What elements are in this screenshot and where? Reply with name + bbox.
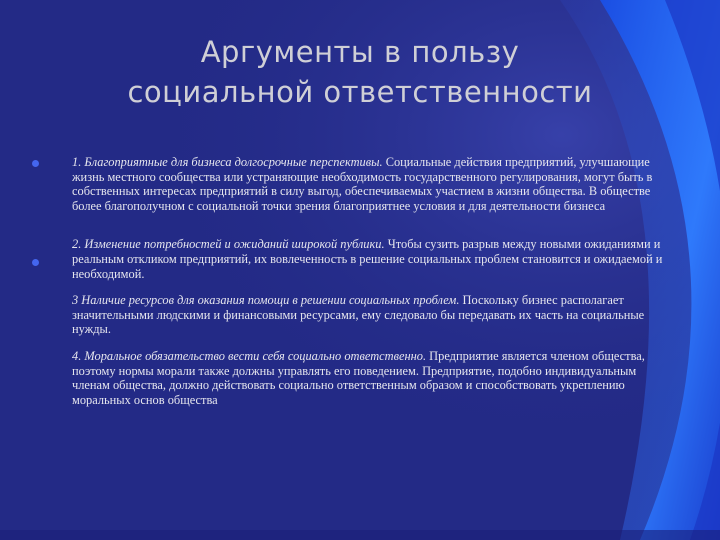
paragraph-lead: 3 Наличие ресурсов для оказания помощи в решении социальных проблем. bbox=[72, 293, 460, 308]
title-line-2: социальной ответственности bbox=[127, 75, 593, 109]
slide-title bbox=[0, 32, 720, 112]
paragraph-3 bbox=[72, 293, 672, 337]
paragraph-text: Предприятие является членом общества, поэтому нормы морали также должны управлять его поведением. Предприятие, подобно индивидуальным членам общества, должно действовать социально ответственным образом и способствовать укреплению моральных основ общества bbox=[72, 348, 645, 407]
paragraph-lead: 4. Моральное обязательство вести себя социально ответственно. bbox=[72, 348, 427, 363]
title-line-1: Аргументы в пользу bbox=[200, 35, 520, 69]
paragraph-2 bbox=[72, 237, 672, 281]
paragraph-lead: 2. Изменение потребностей и ожиданий широкой публики. bbox=[72, 237, 385, 252]
slide-body bbox=[72, 155, 672, 407]
paragraph-1 bbox=[72, 155, 672, 213]
paragraph-text: Социальные действия предприятий, улучшающие жизнь местного сообщества или устраняющие необходимость государственного регулирования, могут быть в собственных интересах предприятий в силу выгод, обеспечиваемых участием в жизни общества. В обществе более благополучном с социальной точки зрения благоприятнее условия и для деятельности бизнеса bbox=[72, 155, 653, 213]
bullet-icon bbox=[32, 259, 39, 266]
paragraph-lead: 1. Благоприятные для бизнеса долгосрочные перспективы. bbox=[72, 155, 383, 169]
paragraph-4 bbox=[72, 349, 672, 407]
bullet-icon bbox=[32, 160, 39, 167]
paragraph-text: Чтобы сузить разрыв между новыми ожиданиями и реальным откликом предприятий, их вовлеченность в решение социальных проблем становится и ожидаемой и необходимой. bbox=[72, 237, 663, 281]
paragraph-text: Поскольку бизнес располагает значительными людскими и финансовыми ресурсами, ему следовало бы передавать их часть на социальные нужды. bbox=[72, 293, 645, 337]
